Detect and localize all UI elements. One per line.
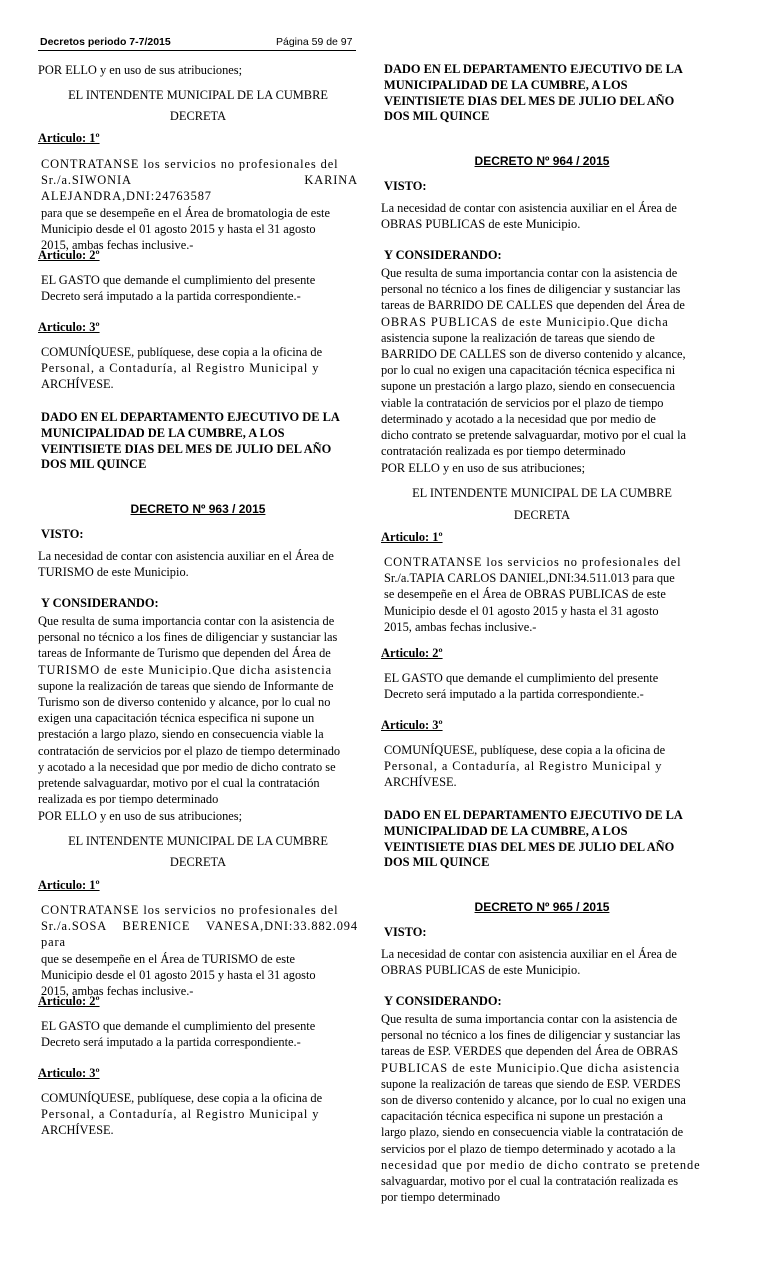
considerando-text: Que resulta de suma importancia contar con la asistencia de personal no técnico a los fines de diligenciar y sustanciar las tareas de Informante de Turismo que dependen del Área de TURISMO de este Municipio.Que dicha asistencia supone la realización de tareas que siendo de Informante de Turismo son de diverso contenido y alcance, por lo cual no exigen una capacitación técnica especifica ni supone un prestación a largo plazo, siendo en consecuencia viable la contratación de servicios por el plazo de tiempo determinado y acotado a la necesidad que por medio de dicho contrato se pretende salvaguardar, motivo por el cual la contratación realizada es por tiempo determinado: [38, 614, 341, 807]
articulo-2-text-964: EL GASTO que demande el cumplimiento del presente Decreto será imputado a la partida correspondiente.-: [384, 671, 659, 702]
articulo-2-label: Articulo: 2º: [38, 248, 100, 262]
articulo-3-label-964: Articulo: 3º: [381, 718, 443, 732]
decreta-line-2: DECRETA: [169, 855, 227, 869]
por-ello-text-2: POR ELLO y en uso de sus atribuciones;: [38, 809, 243, 823]
articulo-1-label-964: Articulo: 1º: [381, 530, 443, 544]
articulo-2-label-964: Articulo: 2º: [381, 646, 443, 660]
visto-text-964: La necesidad de contar con asistencia auxiliar en el Área de OBRAS PUBLICAS de este Municipio.: [381, 201, 677, 232]
decreto-965-title: DECRETO Nº 965 / 2015: [474, 900, 610, 914]
intendente-line: EL INTENDENTE MUNICIPAL DE LA CUMBRE: [68, 88, 328, 102]
decreta-line-964: DECRETA: [513, 508, 571, 522]
dado-block: DADO EN EL DEPARTAMENTO EJECUTIVO DE LA MUNICIPALIDAD DE LA CUMBRE, A LOS VEINTISIETE DIAS DEL MES DE JULIO DEL AÑO DOS MIL QUINCE: [41, 410, 340, 472]
intendente-line-2: EL INTENDENTE MUNICIPAL DE LA CUMBRE: [68, 834, 328, 848]
dado-block-top: DADO EN EL DEPARTAMENTO EJECUTIVO DE LA MUNICIPALIDAD DE LA CUMBRE, A LOS VEINTISIETE DIAS DEL MES DE JULIO DEL AÑO DOS MIL QUINCE: [384, 62, 683, 124]
visto-text-965: La necesidad de contar con asistencia auxiliar en el Área de OBRAS PUBLICAS de este Municipio.: [381, 947, 677, 978]
por-ello-text-964: POR ELLO y en uso de sus atribuciones;: [381, 461, 586, 475]
articulo-2-text: EL GASTO que demande el cumplimiento del presente Decreto será imputado a la partida correspondiente.-: [41, 273, 316, 304]
page-header: [38, 34, 356, 51]
articulo-3-label: Articulo: 3º: [38, 320, 100, 334]
articulo-1-text-964: CONTRATANSE los servicios no profesionales del Sr./a.TAPIA CARLOS DANIEL,DNI:34.511.013 para que se desempeñe en el Área de OBRAS PUBLICAS de este Municipio desde el 01 agosto 2015 y hasta el 31 agosto 2015, ambas fechas inclusive.-: [384, 555, 682, 634]
articulo-2-text-2: EL GASTO que demande el cumplimiento del presente Decreto será imputado a la partida correspondiente.-: [41, 1019, 316, 1050]
articulo-3-label-2: Articulo: 3º: [38, 1066, 100, 1080]
visto-heading-965: VISTO:: [384, 925, 427, 939]
articulo-1-text: CONTRATANSE los servicios no profesionales del Sr./a.SIWONIA KARINA ALEJANDRA,DNI:24763587 para que se desempeñe en el Área de bromatologia de este Municipio desde el 01 agosto 2015 y hasta el 31 agosto 2015, ambas fechas inclusive.-: [41, 157, 358, 253]
decreta-line: DECRETA: [169, 109, 227, 123]
header-period: Decretos periodo 7-7/2015: [40, 36, 171, 48]
articulo-3-text-2: COMUNÍQUESE, publíquese, dese copia a la oficina de Personal, a Contaduría, al Registro Municipal y ARCHÍVESE.: [41, 1091, 323, 1138]
considerando-text-965: Que resulta de suma importancia contar con la asistencia de personal no técnico a los fines de diligenciar y sustanciar las tareas de ESP. VERDES que dependen del Área de OBRAS PUBLICAS de este Municipio.Que dicha asistencia supone la realización de tareas que siendo de ESP. VERDES son de diverso contenido y alcance, por lo cual no exigen una capacitación técnica especifica ni supone un prestación a largo plazo, siendo en consecuencia viable la contratación de servicios por el plazo de tiempo determinado y acotado a la necesidad que por medio de dicho contrato se pretende salvaguardar, motivo por el cual la contratación realizada es por tiempo determinado: [381, 1012, 701, 1205]
considerando-heading-965: Y CONSIDERANDO:: [384, 994, 502, 1008]
header-page-number: Página 59 de 97: [276, 36, 353, 48]
articulo-1-text-2: CONTRATANSE los servicios no profesionales del Sr./a.SOSA BERENICE VANESA,DNI:33.882.094 para que se desempeñe en el Área de TURISMO de este Municipio desde el 01 agosto 2015 y hasta el 31 agosto 2015, ambas fechas inclusive.-: [41, 903, 358, 999]
considerando-text-964: Que resulta de suma importancia contar con la asistencia de personal no técnico a los fines de diligenciar y sustanciar las tareas de BARRIDO DE CALLES que dependen del Área de OBRAS PUBLICAS de este Municipio.Que dicha asistencia supone la realización de tareas que siendo de BARRIDO DE CALLES son de diverso contenido y alcance, por lo cual no exigen una capacitación técnica especifica ni supone un prestación a largo plazo, siendo en consecuencia viable la contratación de servicios por el plazo de tiempo determinado y acotado a la necesidad que por medio de dicho contrato se pretende salvaguardar, motivo por el cual la contratación realizada es por tiempo determinado: [381, 266, 687, 459]
articulo-1-label-2: Articulo: 1º: [38, 878, 100, 892]
visto-heading: VISTO:: [41, 527, 84, 541]
decreto-964-title: DECRETO Nº 964 / 2015: [474, 154, 610, 168]
visto-heading-964: VISTO:: [384, 179, 427, 193]
considerando-heading: Y CONSIDERANDO:: [41, 596, 159, 610]
articulo-2-label-2: Articulo: 2º: [38, 994, 100, 1008]
por-ello-text: POR ELLO y en uso de sus atribuciones;: [38, 63, 243, 77]
considerando-heading-964: Y CONSIDERANDO:: [384, 248, 502, 262]
articulo-3-text-964: COMUNÍQUESE, publíquese, dese copia a la oficina de Personal, a Contaduría, al Registro Municipal y ARCHÍVESE.: [384, 743, 666, 790]
visto-text: La necesidad de contar con asistencia auxiliar en el Área de TURISMO de este Municipio.: [38, 549, 334, 580]
articulo-1-label: Articulo: 1º: [38, 131, 100, 145]
decreto-963-title: DECRETO Nº 963 / 2015: [130, 502, 266, 516]
articulo-3-text: COMUNÍQUESE, publíquese, dese copia a la oficina de Personal, a Contaduría, al Registro Municipal y ARCHÍVESE.: [41, 345, 323, 392]
intendente-line-964: EL INTENDENTE MUNICIPAL DE LA CUMBRE: [412, 486, 672, 500]
dado-block-964: DADO EN EL DEPARTAMENTO EJECUTIVO DE LA MUNICIPALIDAD DE LA CUMBRE, A LOS VEINTISIETE DIAS DEL MES DE JULIO DEL AÑO DOS MIL QUINCE: [384, 808, 683, 870]
